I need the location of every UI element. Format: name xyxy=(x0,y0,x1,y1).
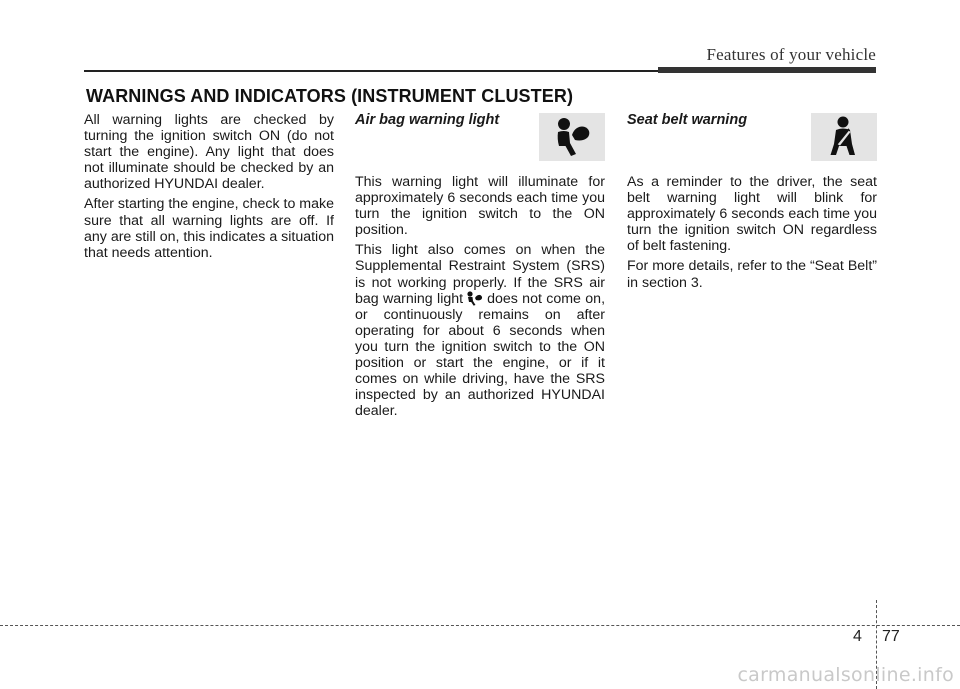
footer-rule xyxy=(0,625,960,626)
seatbelt-paragraph-2: For more details, refer to the “Seat Belt” in section 3. xyxy=(627,258,877,291)
intro-paragraph-1: All warning lights are checked by turning the ignition switch ON (do not start the engine). Any light that does not illuminate should be checked by an authorized HYUNDAI dealer. xyxy=(84,112,334,193)
airbag-inline-icon xyxy=(465,291,485,306)
page-number: 77 xyxy=(882,628,900,645)
seatbelt-paragraph-1: As a reminder to the driver, the seat belt warning light will blink for approximately 6 seconds each time you turn the ignition switch ON regardless of belt fastening. xyxy=(627,174,877,255)
airbag-paragraph-2 xyxy=(355,242,605,419)
chapter-number: 4 xyxy=(853,628,862,645)
intro-column xyxy=(84,112,334,265)
seatbelt-warning-icon xyxy=(811,113,877,161)
page-heading: WARNINGS AND INDICATORS (INSTRUMENT CLUSTER) xyxy=(86,86,574,106)
header-rule-accent xyxy=(658,67,876,73)
airbag-subheading: Air bag warning light xyxy=(355,112,500,128)
header-section-title: Features of your vehicle xyxy=(706,45,876,64)
watermark-text: carmanualsonline.info xyxy=(737,664,954,686)
intro-paragraph-2: After starting the engine, check to make sure that all warning lights are off. If any are still on, this indicates a situation that needs attention. xyxy=(84,196,334,261)
airbag-paragraph-2-end: does not come on, or continuously remains on after operating for about 6 seconds when you turn the ignition switch to the ON position or start the engine, or if it comes on while driving, have the SRS inspected by an authorized HYUNDAI dealer. xyxy=(355,290,606,420)
airbag-paragraph-1: This warning light will illuminate for approximately 6 seconds each time you turn the ignition switch to the ON position. xyxy=(355,174,605,239)
airbag-paragraph-2-start: This light also comes on when the Supplemental Restraint System (SRS) is not working properly. If the SRS air bag warning light xyxy=(355,242,605,307)
seatbelt-subheading: Seat belt warning xyxy=(627,112,748,128)
airbag-warning-icon xyxy=(539,113,605,161)
